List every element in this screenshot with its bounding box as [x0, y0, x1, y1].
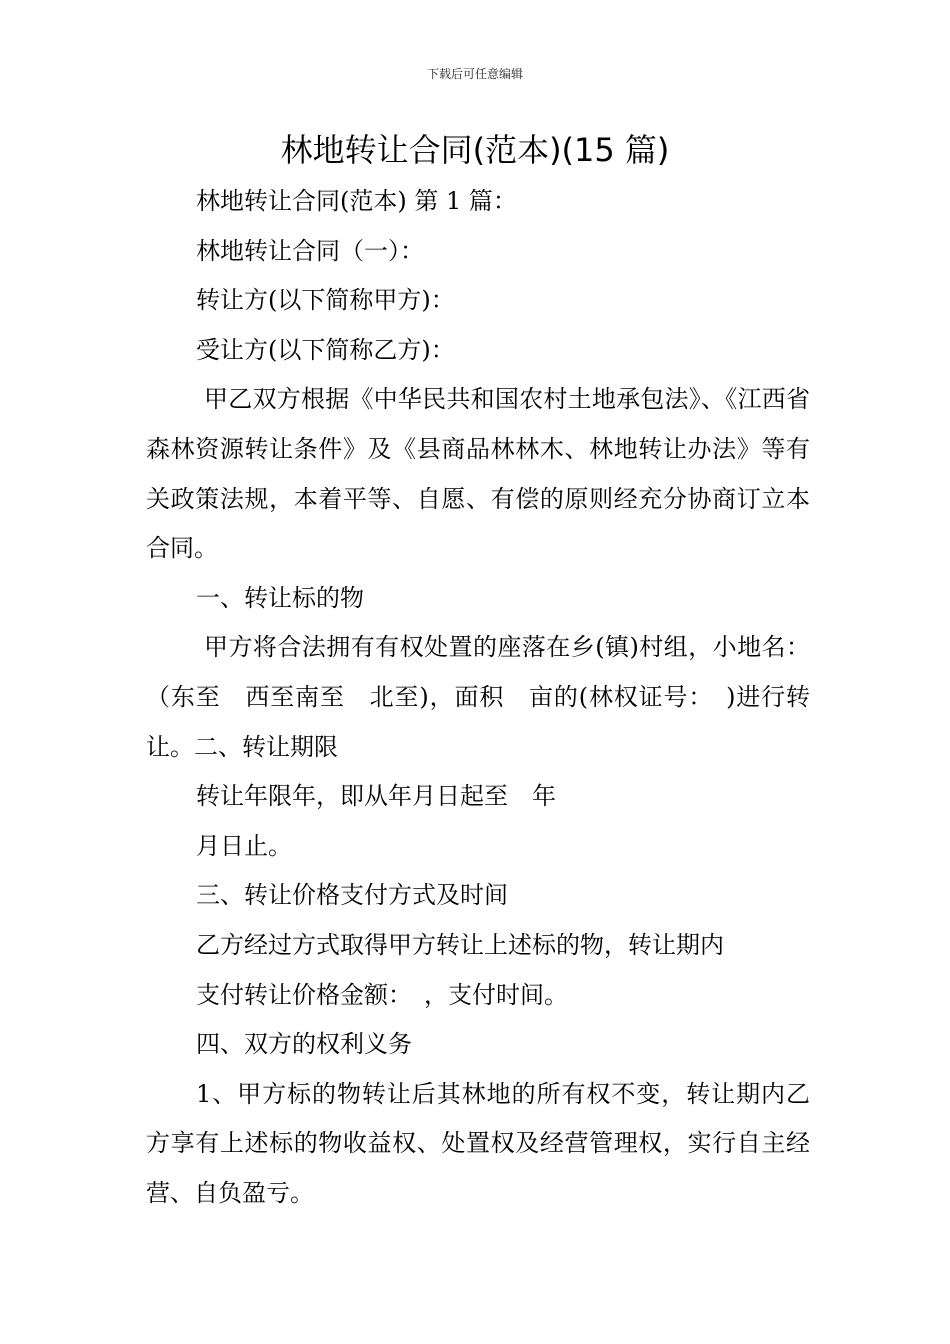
- paragraph-transferee: 受让方(以下简称乙方)：: [196, 335, 455, 364]
- paragraph-preamble: 甲乙双方根据《中华民共和国农村土地承包法》、《江西省森林资源转让条件》及《县商品林林木、林地转让办法》等有关政策法规，本着平等、自愿、有偿的原则经充分协商订立本合同。: [146, 385, 810, 563]
- paragraph-price-method: 乙方经过方式取得甲方转让上述标的物，转让期内: [196, 930, 724, 959]
- section-heading-subject: 一、转让标的物: [196, 583, 364, 612]
- document-body: [146, 177, 810, 1218]
- document-title: 林地转让合同(范本)(15 篇): [280, 131, 670, 169]
- paragraph-transferor: 转让方(以下简称甲方)：: [196, 286, 455, 315]
- section-heading-rights: 四、双方的权利义务: [196, 1030, 412, 1059]
- paragraph-subject-details: 甲方将合法拥有有权处置的座落在乡(镇)村组，小地名：（东至 西至南至 北至)，面积 亩的(林权证号： )进行转让。二、转让期限: [146, 633, 810, 761]
- section-heading-price: 三、转让价格支付方式及时间: [196, 881, 508, 910]
- paragraph-term-years: 转让年限年，即从年月日起至 年: [196, 782, 556, 811]
- page-header-note: 下载后可任意编辑: [426, 67, 523, 81]
- paragraph-term-end: 月日止。: [196, 831, 292, 860]
- paragraph-contract-heading: 林地转让合同（一）：: [196, 236, 424, 265]
- paragraph-chapter-heading: 林地转让合同(范本) 第 1 篇：: [196, 187, 517, 215]
- paragraph-price-amount: 支付转让价格金额： ，支付时间。: [196, 980, 568, 1009]
- paragraph-rights-item-1: 1、甲方标的物转让后其林地的所有权不变，转让期内乙方享有上述标的物收益权、处置权及经营管理权，实行自主经营、自负盈亏。: [146, 1079, 810, 1207]
